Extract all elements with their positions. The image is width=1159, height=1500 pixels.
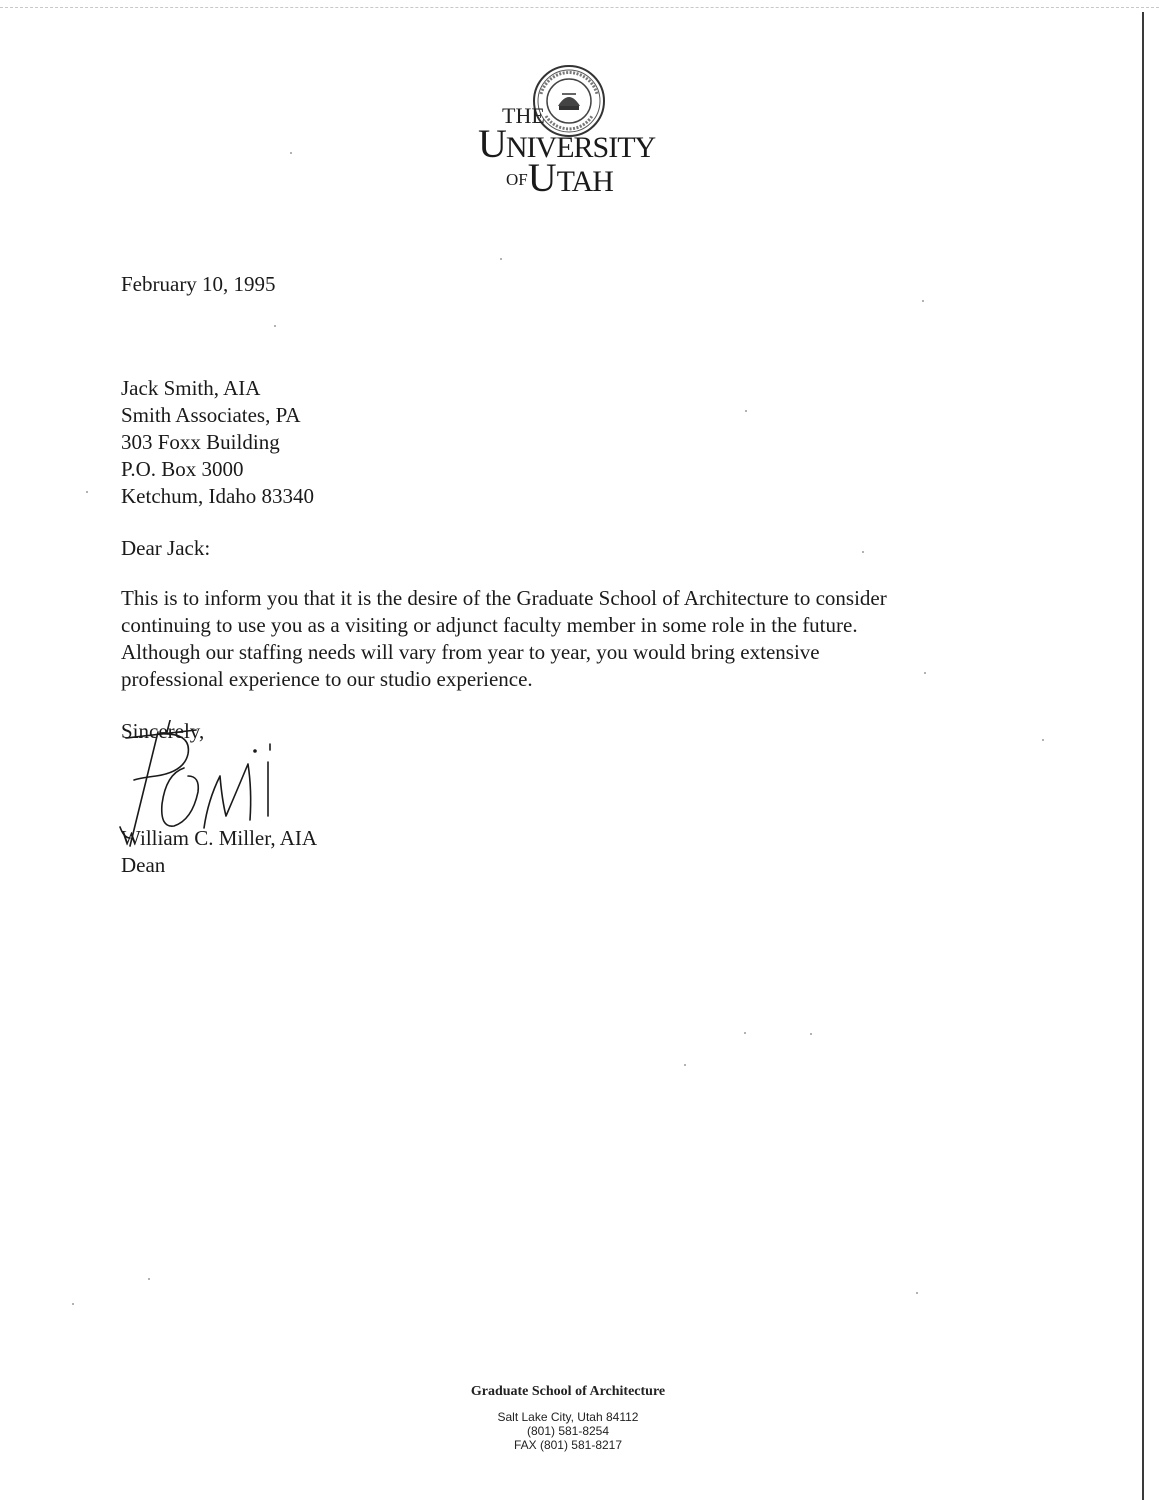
logo-utah-initial: U <box>527 155 557 200</box>
scan-speck <box>744 1032 746 1034</box>
scan-speck <box>148 1278 150 1280</box>
body-line: professional experience to our studio experience. <box>121 667 533 691</box>
scan-speck <box>922 300 924 302</box>
footer-address-line: FAX (801) 581-8217 <box>513 1438 623 1452</box>
logo-utah-rest: TAH <box>556 165 613 198</box>
scan-speck <box>1042 739 1044 741</box>
scan-speck <box>924 672 926 674</box>
recipient-line: P.O. Box 3000 <box>121 457 244 481</box>
footer-address-line: (801) 581-8254 <box>526 1424 610 1438</box>
body-line: Although our staffing needs will vary from year to year, you would bring extensive <box>121 640 820 664</box>
logo-university-initial: U <box>478 121 506 166</box>
body-paragraph <box>121 585 887 693</box>
scan-speck <box>274 325 276 327</box>
scan-speck <box>684 1064 686 1066</box>
scan-artifact-top-line <box>0 7 1159 9</box>
scan-speck <box>72 1303 74 1305</box>
scan-speck <box>745 410 747 412</box>
recipient-address <box>121 375 314 510</box>
letter-date: February 10, 1995 <box>121 272 276 296</box>
recipient-line: 303 Foxx Building <box>121 430 280 454</box>
recipient-line: Smith Associates, PA <box>121 403 301 427</box>
logo-of: OF <box>506 170 528 189</box>
signer-title: Dean <box>121 853 166 877</box>
scan-speck <box>810 1033 812 1035</box>
signer-name: William C. Miller, AIA <box>121 826 318 850</box>
logo-university-rest: NIVERSITY <box>505 131 656 164</box>
recipient-line: Ketchum, Idaho 83340 <box>121 484 315 508</box>
logo-of-utah <box>506 155 613 205</box>
body-line: continuing to use you as a visiting or adjunct faculty member in some role in the future. <box>121 613 858 637</box>
body-line: This is to inform you that it is the desire of the Graduate School of Architecture to consider <box>121 586 887 610</box>
footer-address <box>400 1410 736 1452</box>
scan-speck <box>500 258 502 260</box>
scan-speck <box>86 491 88 493</box>
scan-artifact-right-edge <box>1142 12 1144 1500</box>
logo-the: THE <box>502 103 545 128</box>
scan-speck <box>916 1292 918 1294</box>
scan-speck <box>862 551 864 553</box>
salutation: Dear Jack: <box>121 536 211 560</box>
scan-speck <box>290 152 292 154</box>
footer-address-line: Salt Lake City, Utah 84112 <box>497 1410 639 1424</box>
closing: Sincerely, <box>121 719 205 743</box>
footer-department: Graduate School of Architecture <box>470 1384 666 1399</box>
recipient-line: Jack Smith, AIA <box>121 376 261 400</box>
